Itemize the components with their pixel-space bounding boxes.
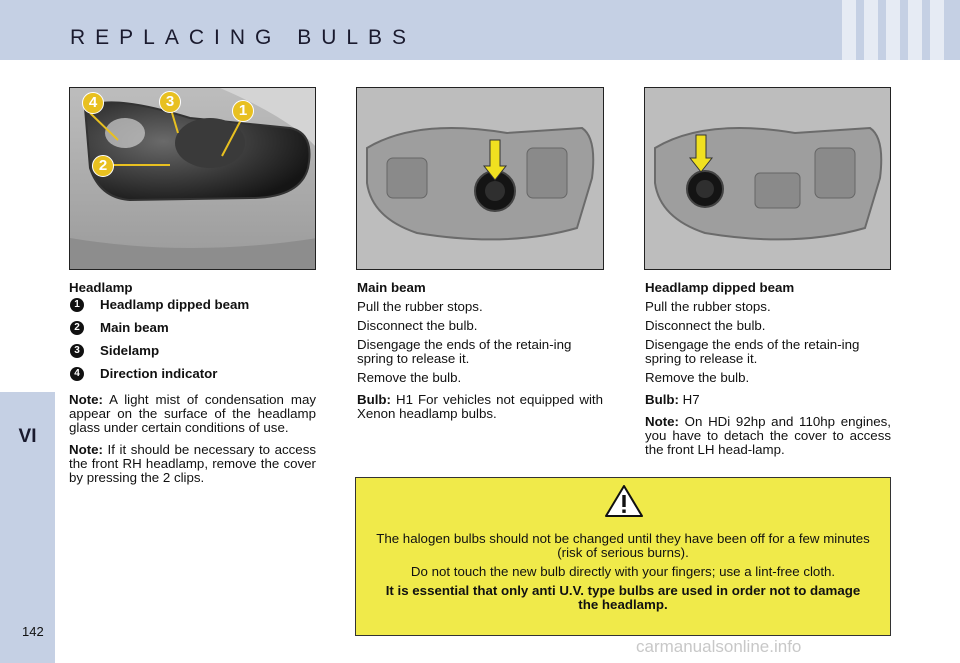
middle-column [357,281,603,426]
headlamp-rear-illustration [357,88,604,270]
callout-4: 4 [82,92,104,114]
headlamp-illustration [70,88,316,270]
bulb-label: Bulb: [645,392,679,407]
note-text: If it should be necessary to access the front RH headlamp, remove the cover by pressing the 2 clips. [69,442,316,485]
page-number: 142 [22,624,44,639]
header-stripe [908,0,922,60]
section-heading: Main beam [357,280,426,295]
list-item [69,344,316,358]
header-stripe [886,0,900,60]
warning-line-emphasis: It is essential that only anti U.V. type bulbs are used in order not to damage the headlamp. [385,583,861,612]
note-label: Note: [645,414,679,429]
bulb-text: H1 For vehicles not equipped with Xenon headlamp bulbs. [357,392,603,421]
list-item [69,367,316,381]
number-badge: 1 [70,298,84,312]
list-item-label: Headlamp dipped beam [100,297,250,312]
right-column [645,281,891,462]
warning-line: Do not touch the new bulb directly with your fingers; use a lint-free cloth. [410,564,836,579]
headlamp-photo [69,87,316,270]
callout-2: 2 [92,155,114,177]
header-stripe [930,0,944,60]
main-beam-photo [356,87,604,270]
list-item [69,321,316,335]
instruction-line: Disengage the ends of the retain-ing spring to release it. [357,337,572,366]
callout-1: 1 [232,100,254,122]
instruction-line: Pull the rubber stops. [645,299,771,314]
list-item-label: Main beam [100,320,169,335]
instruction-line: Disconnect the bulb. [357,318,478,333]
watermark: carmanualsonline.info [636,637,802,656]
dipped-beam-photo [644,87,891,270]
list-item-label: Sidelamp [100,343,160,358]
note-text: A light mist of condensation may appear on the surface of the headlamp glass under certain conditions of use. [69,392,316,435]
header-stripe [842,0,856,60]
number-badge: 2 [70,321,84,335]
list-item-label: Direction indicator [100,366,218,381]
note-label: Note: [69,442,103,457]
header-band [0,0,960,60]
instruction-line: Remove the bulb. [645,370,750,385]
chapter-label: VI [18,426,37,447]
number-badge: 4 [70,367,84,381]
number-badge: 3 [70,344,84,358]
note-paragraph [69,393,316,435]
note-paragraph [69,443,316,485]
left-column [69,281,316,490]
section-heading: Headlamp dipped beam [645,280,795,295]
note-label: Note: [69,392,103,407]
instruction-line: Pull the rubber stops. [357,299,483,314]
section-heading: Headlamp [69,280,133,295]
instruction-line: Remove the bulb. [357,370,462,385]
chapter-tab [0,392,55,663]
warning-triangle-icon [604,484,644,518]
bulb-spec [357,393,603,421]
note-text: On HDi 92hp and 110hp engines, you have to detach the cover to access the front LH head-lamp. [645,414,891,457]
warning-line: The halogen bulbs should not be changed until they have been off for a few minutes (risk of serious burns). [376,531,870,560]
instruction-line: Disconnect the bulb. [645,318,766,333]
list-item [69,298,316,312]
headlamp-rear-illustration [645,88,891,270]
note-paragraph [645,415,891,457]
bulb-text: H7 [678,392,700,407]
warning-box [355,477,891,636]
header-stripe [864,0,878,60]
instruction-line: Disengage the ends of the retain-ing spring to release it. [645,337,860,366]
bulb-spec [645,393,891,407]
bulb-label: Bulb: [357,392,391,407]
page-title: REPLACING BULBS [70,26,417,49]
callout-3: 3 [159,91,181,113]
